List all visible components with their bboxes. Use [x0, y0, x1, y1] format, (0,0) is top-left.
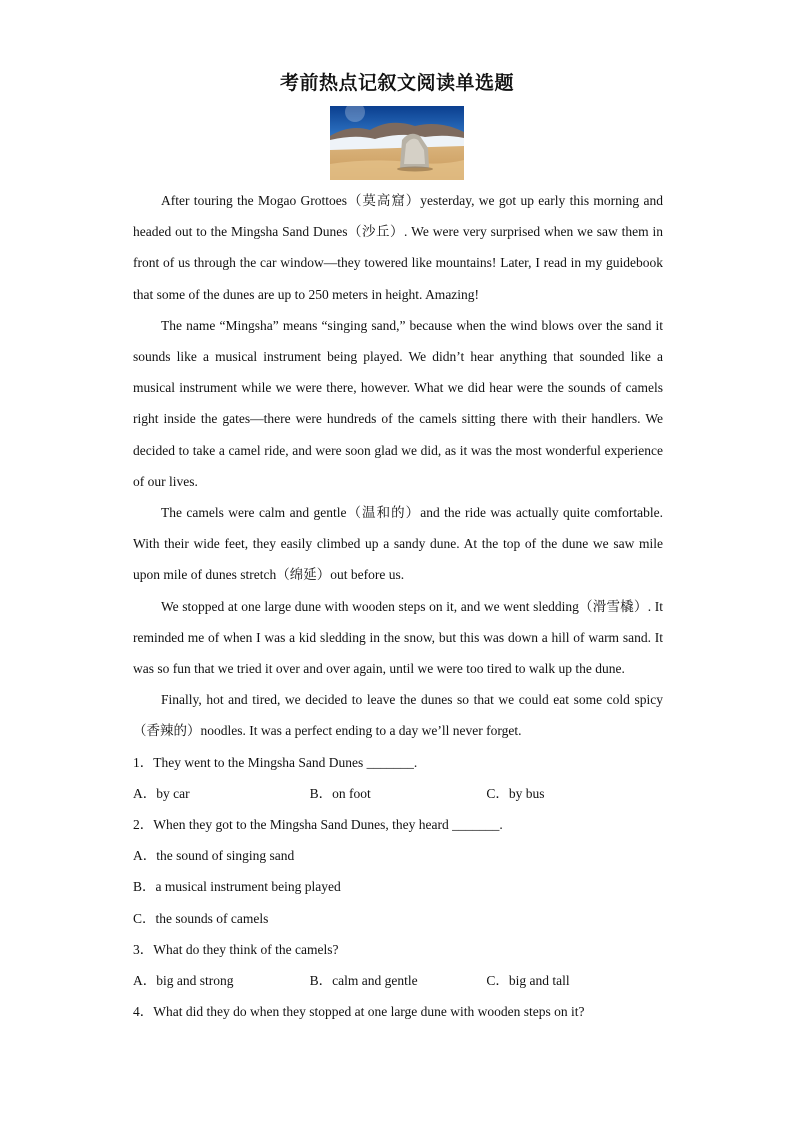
option-c[interactable]: C．by bus [486, 785, 545, 801]
option-b[interactable]: B．a musical instrument being played [133, 879, 341, 895]
question-3-stem: 3．What do they think of the camels? [133, 941, 339, 957]
question-1-options [133, 778, 663, 809]
question-4-stem: 4．What did they do when they stopped at one large dune with wooden steps on it? [133, 1004, 585, 1020]
paragraph-2: The name “Mingsha” means “singing sand,” because when the wind blows over the sand it sounds like a musical instrument being played. We didn’t hear anything that sounded like a musical instrument while we were there, however. What we did hear were the sounds of camels right inside the gates—there were hundreds of the camels sitting there with their handlers. We decided to take a camel ride, and were soon glad we did, as it was the most wonderful experience of our lives. [133, 317, 663, 489]
option-c[interactable]: C．the sounds of camels [133, 910, 269, 926]
option-a[interactable]: A．by car [133, 785, 190, 801]
option-c[interactable]: C．big and tall [486, 973, 570, 989]
paragraph-4: We stopped at one large dune with wooden steps on it, and we went sledding（滑雪橇）. It reminded me of when I was a kid sledding in the snow, but this was down a hill of warm sand. It was so fun that we tried it over and over again, until we were too tired to walk up the dune. [133, 598, 663, 677]
paragraph-3: The camels were calm and gentle（温和的）and the ride was actually quite comfortable. With their wide feet, they easily climbed up a sandy dune. At the top of the dune we saw mile upon mile of dunes stretch（绵延）out before us. [133, 505, 663, 583]
option-b[interactable]: B．on foot [309, 785, 371, 801]
question-1-stem: 1．They went to the Mingsha Sand Dunes _______. [133, 754, 418, 770]
option-b[interactable]: B．calm and gentle [309, 973, 418, 989]
reading-passage [133, 185, 663, 1027]
paragraph-1: After touring the Mogao Grottoes（莫高窟）yesterday, we got up early this morning and headed out to the Mingsha Sand Dunes（沙丘）. We were very surprised when we saw them in front of us through the car window—they towered like mountains! Later, I read in my guidebook that some of the dunes are up to 250 meters in height. Amazing! [133, 193, 663, 302]
desert-rock-photo [330, 106, 464, 180]
option-a[interactable]: A．big and strong [133, 973, 234, 989]
paragraph-5: Finally, hot and tired, we decided to leave the dunes so that we could eat some cold spicy（香辣的）noodles. It was a perfect ending to a day we’ll never forget. [133, 692, 663, 739]
option-a[interactable]: A．the sound of singing sand [133, 848, 295, 864]
question-2-stem: 2．When they got to the Mingsha Sand Dunes, they heard _______. [133, 817, 503, 833]
question-3-options [133, 965, 663, 996]
page-title: 考前热点记叙文阅读单选题 [279, 72, 514, 94]
